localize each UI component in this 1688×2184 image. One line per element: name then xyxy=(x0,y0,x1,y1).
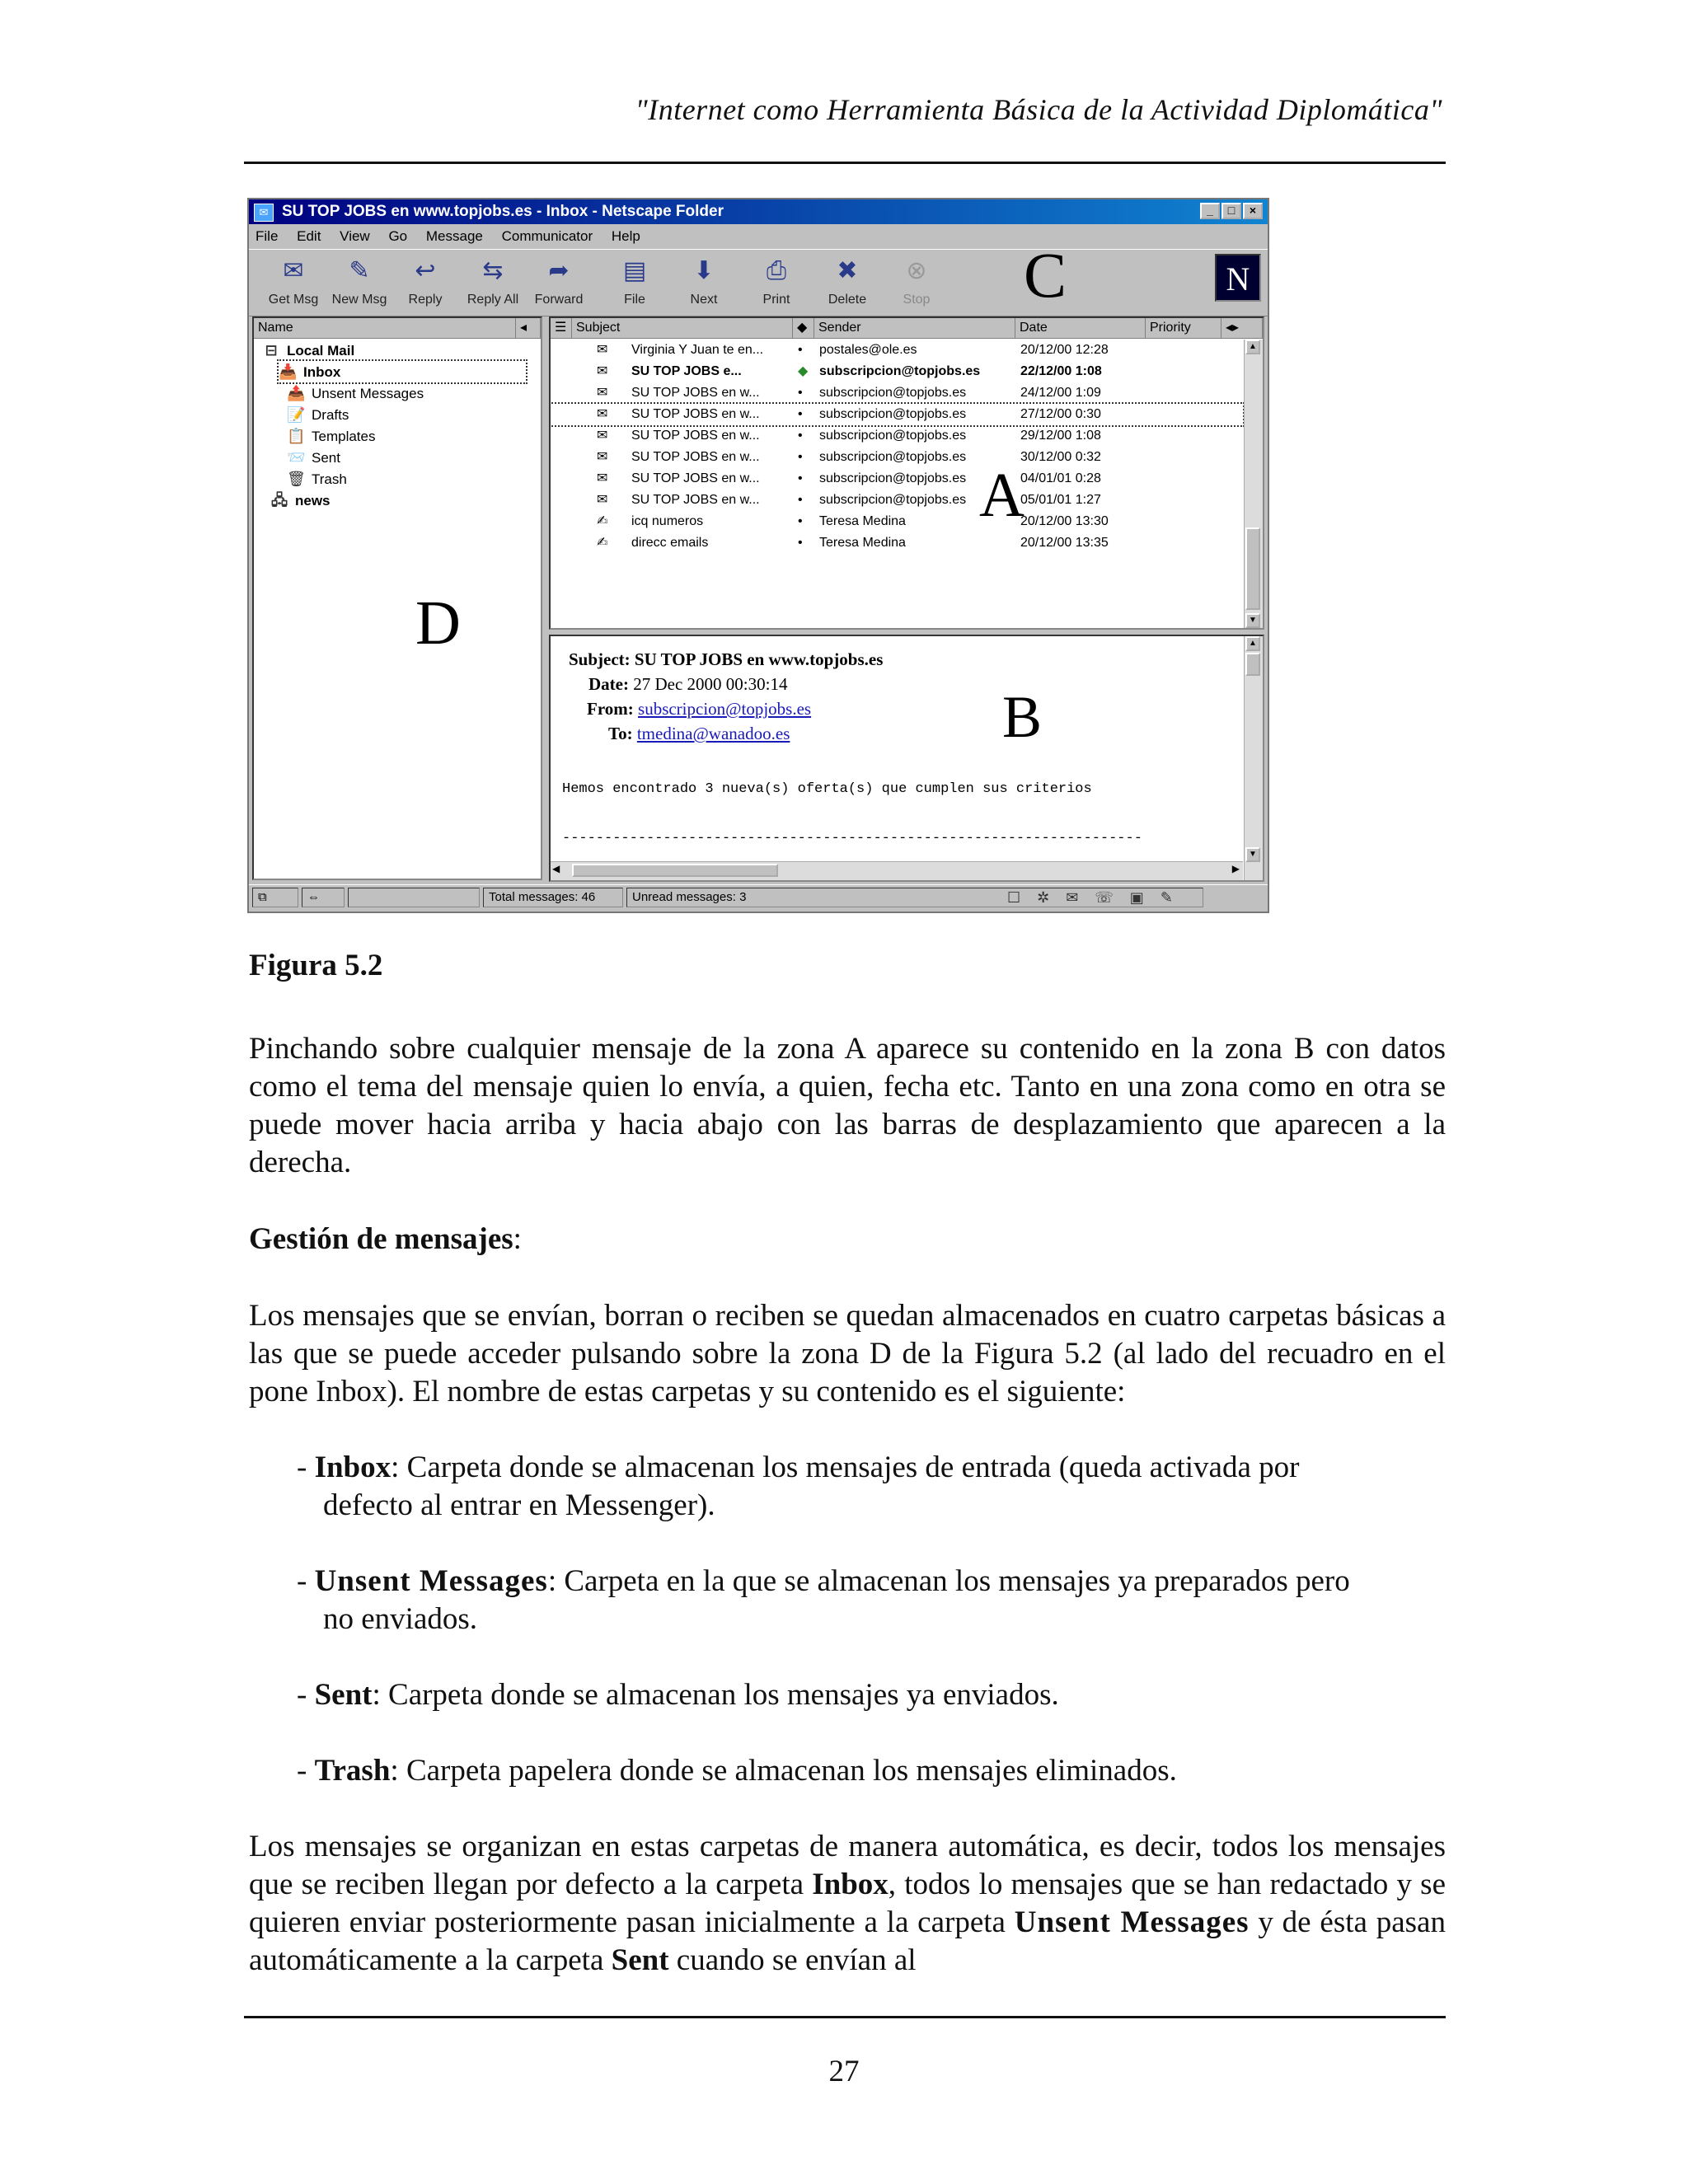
term-inbox: Inbox xyxy=(812,1868,889,1901)
from-label: From: xyxy=(587,699,634,719)
sent-icon: 📨 xyxy=(287,449,306,466)
unread-dot-icon: ◆ xyxy=(798,364,809,378)
message-date: 20/12/00 13:35 xyxy=(1020,536,1109,550)
stop-label: Stop xyxy=(903,293,931,307)
minimize-button[interactable]: _ xyxy=(1200,203,1220,219)
bullet-unsent-messages xyxy=(297,1563,1446,1638)
new-msg-button[interactable] xyxy=(326,255,392,307)
preview-subject: SU TOP JOBS en www.topjobs.es xyxy=(634,649,884,669)
message-row-selected[interactable] xyxy=(551,404,1243,425)
mail-icon: ✉ xyxy=(597,407,608,421)
message-date: 04/01/01 0:28 xyxy=(1020,471,1101,485)
message-sender: subscripcion@topjobs.es xyxy=(819,429,967,443)
preview-from-line xyxy=(587,699,811,719)
bullet-text: : Carpeta donde se almacenan los mensajes de entrada (queda activada por xyxy=(391,1451,1300,1484)
header-rule xyxy=(244,162,1446,164)
paragraph-3-part-g: cuando se envían al xyxy=(668,1943,917,1977)
folder-unsent-messages[interactable] xyxy=(287,382,424,404)
folder-local-mail[interactable] xyxy=(262,340,354,361)
computer-icon: ⊟ xyxy=(265,342,278,359)
message-row[interactable] xyxy=(551,532,1243,554)
read-status-icon[interactable]: ◆ xyxy=(793,318,814,338)
attachment-mail-icon: ✍ xyxy=(597,536,608,550)
read-dot-icon: • xyxy=(798,514,803,528)
scroll-thumb[interactable] xyxy=(1245,527,1260,610)
scroll-right-arrow-icon[interactable]: ▶ xyxy=(1231,863,1240,874)
page-header-title: "Internet como Herramienta Básica de la Actividad Diplomática" xyxy=(635,93,1442,126)
message-preview-pane xyxy=(549,635,1264,882)
message-subject: SU TOP JOBS en w... xyxy=(631,471,760,485)
forward-icon: ➦ xyxy=(548,257,570,284)
preview-scrollbar[interactable] xyxy=(1244,636,1263,880)
message-sender: subscripcion@topjobs.es xyxy=(819,386,967,400)
folder-drafts[interactable] xyxy=(287,404,349,425)
message-date: 27/12/00 0:30 xyxy=(1020,407,1101,421)
mail-icon: ✉ xyxy=(597,343,608,357)
zone-label-d: D xyxy=(415,588,461,658)
message-row[interactable] xyxy=(551,340,1243,361)
message-sender: subscripcion@topjobs.es xyxy=(819,364,981,378)
reply-label: Reply xyxy=(408,293,443,307)
scroll-down-arrow-icon[interactable]: ▼ xyxy=(1245,613,1260,628)
section-heading xyxy=(249,1221,522,1257)
to-label: To: xyxy=(608,724,633,743)
total-messages-status: Total messages: 46 xyxy=(483,888,623,907)
next-label: Next xyxy=(690,293,718,307)
folder-pane-header xyxy=(254,318,541,339)
window-title: SU TOP JOBS en www.topjobs.es - Inbox - Netscape Folder xyxy=(282,203,724,220)
message-subject: SU TOP JOBS en w... xyxy=(631,450,760,464)
read-dot-icon: • xyxy=(798,343,803,357)
folder-label: news xyxy=(295,493,331,509)
column-priority-header[interactable]: Priority xyxy=(1146,318,1221,338)
reply-icon: ↩ xyxy=(415,257,436,284)
delete-button[interactable] xyxy=(814,255,880,307)
column-name-header[interactable]: Name xyxy=(254,318,516,338)
message-subject: SU TOP JOBS en w... xyxy=(631,407,760,421)
bullet-continuation: no enviados. xyxy=(323,1602,478,1636)
preview-from-link[interactable]: subscripcion@topjobs.es xyxy=(638,699,812,719)
message-sender: subscripcion@topjobs.es xyxy=(819,471,967,485)
netscape-logo: N xyxy=(1215,254,1261,302)
folder-label: Local Mail xyxy=(287,343,355,359)
message-date: 29/12/00 1:08 xyxy=(1020,429,1101,443)
paragraph-3-part-a: Los mensajes se organizan en estas carpetas de manera automática, es decir, todos los mensajes que se reciben llegan por defecto a la carpeta xyxy=(249,1830,1446,1901)
toolbar xyxy=(249,249,1268,316)
folder-templates[interactable] xyxy=(287,425,375,447)
bullet-text: : Carpeta en la que se almacenan los mensajes ya preparados pero xyxy=(547,1564,1350,1598)
bullet-term: Unsent Messages xyxy=(314,1564,548,1598)
preview-subject-line xyxy=(569,649,883,670)
folder-label: Drafts xyxy=(312,407,349,423)
message-list-scrollbar[interactable] xyxy=(1244,340,1263,628)
forward-button[interactable] xyxy=(526,255,592,307)
mail-icon: ✉ xyxy=(597,450,608,464)
next-button[interactable] xyxy=(671,255,737,307)
window-titlebar xyxy=(249,199,1268,224)
bullet-dash: - xyxy=(297,1754,315,1788)
bullet-dash: - xyxy=(297,1451,315,1484)
mail-icon: ✉ xyxy=(597,364,608,378)
menu-communicator[interactable]: Communicator xyxy=(501,228,593,244)
menu-bar xyxy=(249,225,1268,248)
message-sender: postales@ole.es xyxy=(819,343,917,357)
message-sender: subscripcion@topjobs.es xyxy=(819,407,967,421)
unread-messages-status: Unread messages: 3 xyxy=(626,888,1203,907)
mail-icon: ✉ xyxy=(597,429,608,443)
outbox-icon: 📤 xyxy=(287,385,306,401)
message-row[interactable] xyxy=(551,447,1243,468)
bullet-dash: - xyxy=(297,1564,315,1598)
folder-inbox[interactable] xyxy=(279,361,526,382)
folder-pane xyxy=(252,316,542,880)
bullet-term: Inbox xyxy=(314,1451,392,1484)
message-subject: SU TOP JOBS en w... xyxy=(631,386,760,400)
drafts-icon: 📝 xyxy=(287,406,306,423)
menu-view[interactable]: View xyxy=(340,228,370,244)
connection-status-icon: ⧉ xyxy=(252,888,298,907)
column-date-header[interactable]: Date xyxy=(1015,318,1146,338)
section-heading-text: Gestión de mensajes xyxy=(249,1222,513,1256)
bullet-term: Trash xyxy=(314,1754,391,1788)
next-icon: ⬇ xyxy=(693,257,715,284)
preview-date-line xyxy=(588,674,787,695)
folder-label: Templates xyxy=(312,429,376,444)
get-msg-icon: ✉ xyxy=(283,257,304,284)
bullet-inbox xyxy=(297,1449,1446,1525)
section-heading-colon: : xyxy=(513,1222,522,1256)
file-button[interactable] xyxy=(602,255,668,307)
horizontal-scroll-thumb[interactable] xyxy=(572,864,778,877)
message-row[interactable] xyxy=(551,511,1243,532)
close-button[interactable]: × xyxy=(1243,203,1263,219)
mail-icon: ✉ xyxy=(597,471,608,485)
paragraph-3-part-e: y de ésta pasan automáticamente a la carpeta xyxy=(249,1905,1446,1977)
term-sent: Sent xyxy=(611,1943,669,1977)
read-dot-icon: • xyxy=(798,450,803,464)
message-row[interactable] xyxy=(551,468,1243,490)
message-subject: icq numeros xyxy=(631,514,704,528)
news-icon: 🖧 xyxy=(270,492,288,509)
print-button[interactable] xyxy=(743,255,809,307)
footer-rule xyxy=(244,2016,1446,2018)
status-bar xyxy=(249,884,1268,912)
message-subject: SU TOP JOBS en w... xyxy=(631,493,760,507)
date-label: Date: xyxy=(588,674,629,694)
read-dot-icon: • xyxy=(798,407,803,421)
preview-date: 27 Dec 2000 00:30:14 xyxy=(633,674,788,694)
paragraph-3 xyxy=(249,1828,1446,1980)
preview-to-link[interactable]: tmedina@wanadoo.es xyxy=(636,724,790,743)
attachment-mail-icon: ✍ xyxy=(597,514,608,528)
message-sender: Teresa Medina xyxy=(819,514,906,528)
column-scroll-buttons[interactable]: ◂▸ xyxy=(1221,318,1263,338)
trash-icon: 🗑 xyxy=(287,471,306,487)
message-date: 05/01/01 1:27 xyxy=(1020,493,1101,507)
message-sender: Teresa Medina xyxy=(819,536,906,550)
preview-separator-line: --------------------------------------------------------------------- xyxy=(562,831,1142,846)
get-msg-label: Get Msg xyxy=(268,293,319,307)
inbox-icon: 📥 xyxy=(279,363,298,380)
bullet-continuation: defecto al entrar en Messenger). xyxy=(323,1488,715,1522)
reply-button[interactable] xyxy=(392,255,458,307)
folder-label: Unsent Messages xyxy=(312,386,424,401)
menu-go[interactable]: Go xyxy=(388,228,408,244)
templates-icon: 📋 xyxy=(287,428,306,444)
scroll-up-arrow-icon[interactable]: ▲ xyxy=(1245,340,1260,354)
message-date: 20/12/00 13:30 xyxy=(1020,514,1109,528)
read-dot-icon: • xyxy=(798,471,803,485)
read-dot-icon: • xyxy=(798,429,803,443)
security-status-icon: ⇔ xyxy=(302,888,345,907)
netscape-app-icon: ✉ xyxy=(254,204,274,222)
message-subject: SU TOP JOBS en w... xyxy=(631,429,760,443)
read-dot-icon: • xyxy=(798,386,803,400)
message-row[interactable] xyxy=(551,490,1243,511)
maximize-button[interactable]: □ xyxy=(1221,203,1241,219)
message-list-pane xyxy=(549,316,1264,630)
thread-toggle-icon[interactable]: ☰ xyxy=(551,318,572,338)
bullet-sent xyxy=(297,1676,1446,1714)
menu-file[interactable]: File xyxy=(256,228,279,244)
folder-label: Sent xyxy=(312,450,340,466)
new-msg-icon: ✎ xyxy=(349,257,370,284)
delete-label: Delete xyxy=(828,293,867,307)
message-row[interactable] xyxy=(551,425,1243,447)
file-icon: ▤ xyxy=(622,257,647,284)
column-toggle-button[interactable]: ◂ xyxy=(516,318,541,338)
bullet-text: : Carpeta donde se almacenan los mensajes ya enviados. xyxy=(372,1678,1059,1712)
component-bar-icons[interactable]: ☐✲✉☏▣✎ xyxy=(1007,889,1189,906)
scroll-up-arrow-icon[interactable]: ▲ xyxy=(1245,636,1260,651)
page-number: 27 xyxy=(828,2055,860,2088)
column-subject-header[interactable]: Subject xyxy=(572,318,793,338)
delete-icon: ✖ xyxy=(837,257,858,284)
bullet-term: Sent xyxy=(314,1678,373,1712)
message-sender: subscripcion@topjobs.es xyxy=(819,493,967,507)
paragraph-2: Los mensajes que se envían, borran o reciben se quedan almacenados en cuatro carpetas básicas a las que se puede acceder pulsando sobre la zona D de la Figura 5.2 (al lado del recuadro en el pone Inbox). El nombre de estas carpetas y su contenido es el siguiente: xyxy=(249,1299,1446,1408)
zone-label-a: A xyxy=(979,461,1025,530)
stop-button[interactable] xyxy=(884,255,950,307)
bullet-text: : Carpeta papelera donde se almacenan los mensajes eliminados. xyxy=(390,1754,1177,1788)
message-subject: direcc emails xyxy=(631,536,709,550)
scroll-left-arrow-icon[interactable]: ◀ xyxy=(552,863,560,874)
netscape-messenger-screenshot xyxy=(247,198,1269,913)
message-subject: SU TOP JOBS e... xyxy=(631,364,742,378)
zone-label-b: B xyxy=(1002,684,1043,750)
message-row[interactable] xyxy=(551,361,1243,382)
file-label: File xyxy=(624,293,645,307)
figure-caption: Figura 5.2 xyxy=(249,949,383,982)
subject-label: Subject: xyxy=(569,649,631,669)
reply-all-label: Reply All xyxy=(467,293,519,307)
message-date: 24/12/00 1:09 xyxy=(1020,386,1101,400)
folder-sent[interactable] xyxy=(287,447,340,468)
menu-edit[interactable]: Edit xyxy=(297,228,321,244)
message-date: 22/12/00 1:08 xyxy=(1020,364,1102,378)
reply-all-icon: ⇆ xyxy=(482,257,504,284)
folder-label: Trash xyxy=(312,471,347,487)
reply-all-button[interactable] xyxy=(460,255,526,307)
mail-icon: ✉ xyxy=(597,493,608,507)
message-date: 30/12/00 0:32 xyxy=(1020,450,1101,464)
bullet-trash xyxy=(297,1752,1446,1790)
stop-icon: ⊗ xyxy=(906,257,927,284)
bullet-dash: - xyxy=(297,1678,315,1712)
preview-horizontal-scrollbar[interactable] xyxy=(551,861,1243,880)
folder-trash[interactable] xyxy=(287,468,347,490)
zone-label-c: C xyxy=(1024,239,1067,311)
folder-news[interactable] xyxy=(270,490,331,511)
get-msg-button[interactable] xyxy=(260,255,326,307)
print-icon: ⎙ xyxy=(767,257,786,284)
scroll-thumb[interactable] xyxy=(1245,653,1260,676)
term-unsent-messages: Unsent Messages xyxy=(1014,1905,1250,1939)
menu-help[interactable]: Help xyxy=(611,228,640,244)
paragraph-1: Pinchando sobre cualquier mensaje de la zona A aparece su contenido en la zona B con datos como el tema del mensaje quien lo envía, a quien, fecha etc. Tanto en una zona como en otra se puede mover hacia arriba y hacia abajo con las barras de desplazamiento que aparecen a la derecha. xyxy=(249,1032,1446,1179)
status-progress xyxy=(348,888,480,907)
preview-to-line xyxy=(608,724,790,744)
mail-icon: ✉ xyxy=(597,386,608,400)
message-sender: subscripcion@topjobs.es xyxy=(819,450,967,464)
read-dot-icon: • xyxy=(798,536,803,550)
message-subject: Virginia Y Juan te en... xyxy=(631,343,764,357)
scroll-down-arrow-icon[interactable]: ▼ xyxy=(1245,847,1260,862)
message-list-header xyxy=(551,318,1263,339)
new-msg-label: New Msg xyxy=(331,293,387,307)
message-row[interactable] xyxy=(551,382,1243,404)
read-dot-icon: • xyxy=(798,493,803,507)
message-date: 20/12/00 12:28 xyxy=(1020,343,1109,357)
folder-label: Inbox xyxy=(303,364,341,380)
print-label: Print xyxy=(762,293,790,307)
preview-body-text: Hemos encontrado 3 nueva(s) oferta(s) que cumplen sus criterios xyxy=(562,781,1092,797)
forward-label: Forward xyxy=(534,293,584,307)
paragraph-3-part-c: , todos lo mensajes que se han redactado y se quieren enviar posteriormente pasan inicialmente a la carpeta xyxy=(249,1868,1446,1939)
menu-message[interactable]: Message xyxy=(425,228,483,244)
column-sender-header[interactable]: Sender xyxy=(814,318,1015,338)
